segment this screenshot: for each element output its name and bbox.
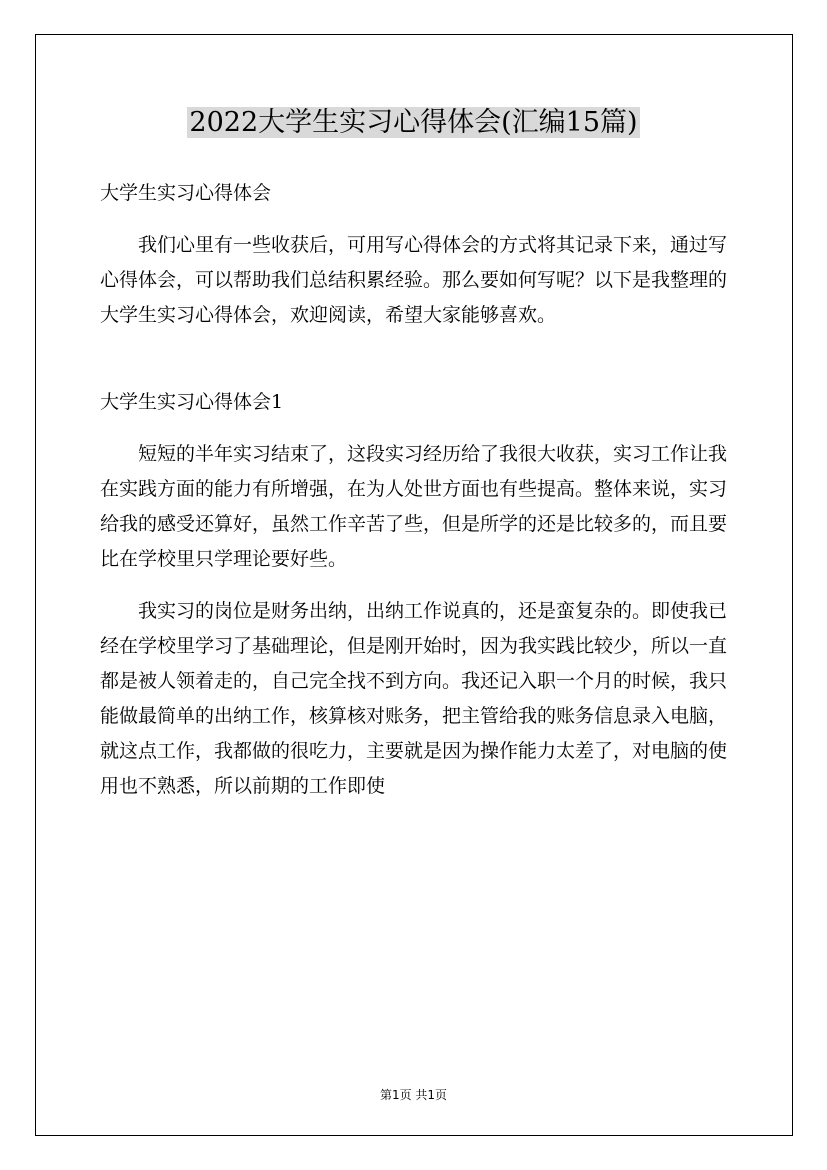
- document-title: [0, 103, 827, 143]
- document-title-text: 2022大学生实习心得体会(汇编15篇): [189, 107, 638, 138]
- intro-paragraph: 我们心里有一些收获后，可用写心得体会的方式将其记录下来，通过写心得体会，可以帮助我们总结积累经验。那么要如何写呢？以下是我整理的大学生实习心得体会，欢迎阅读，希望大家能够喜欢。: [100, 234, 728, 326]
- page-number-footer: 第1页 共1页: [379, 1088, 448, 1102]
- section1-heading: 大学生实习心得体会1: [100, 391, 284, 413]
- section1-paragraph-2: 我实习的岗位是财务出纳，出纳工作说真的，还是蛮复杂的。即使我已经在学校里学习了基础理论，但是刚开始时，因为我实践比较少，所以一直都是被人领着走的，自己完全找不到方向。我还记入职一个月的时候，我只能做最简单的出纳工作，核算核对账务，把主管给我的账务信息录入电脑，就这点工作，我都做的很吃力，主要就是因为操作能力太差了，对电脑的使用也不熟悉，所以前期的工作即使: [100, 600, 728, 797]
- section1-paragraph-1: 短短的半年实习结束了，这段实习经历给了我很大收获，实习工作让我在实践方面的能力有所增强，在为人处世方面也有些提高。整体来说，实习给我的感受还算好，虽然工作辛苦了些，但是所学的还是比较多的，而且要比在学校里只学理论要好些。: [100, 443, 728, 570]
- intro-heading: 大学生实习心得体会: [100, 182, 272, 204]
- document-body: [100, 176, 727, 804]
